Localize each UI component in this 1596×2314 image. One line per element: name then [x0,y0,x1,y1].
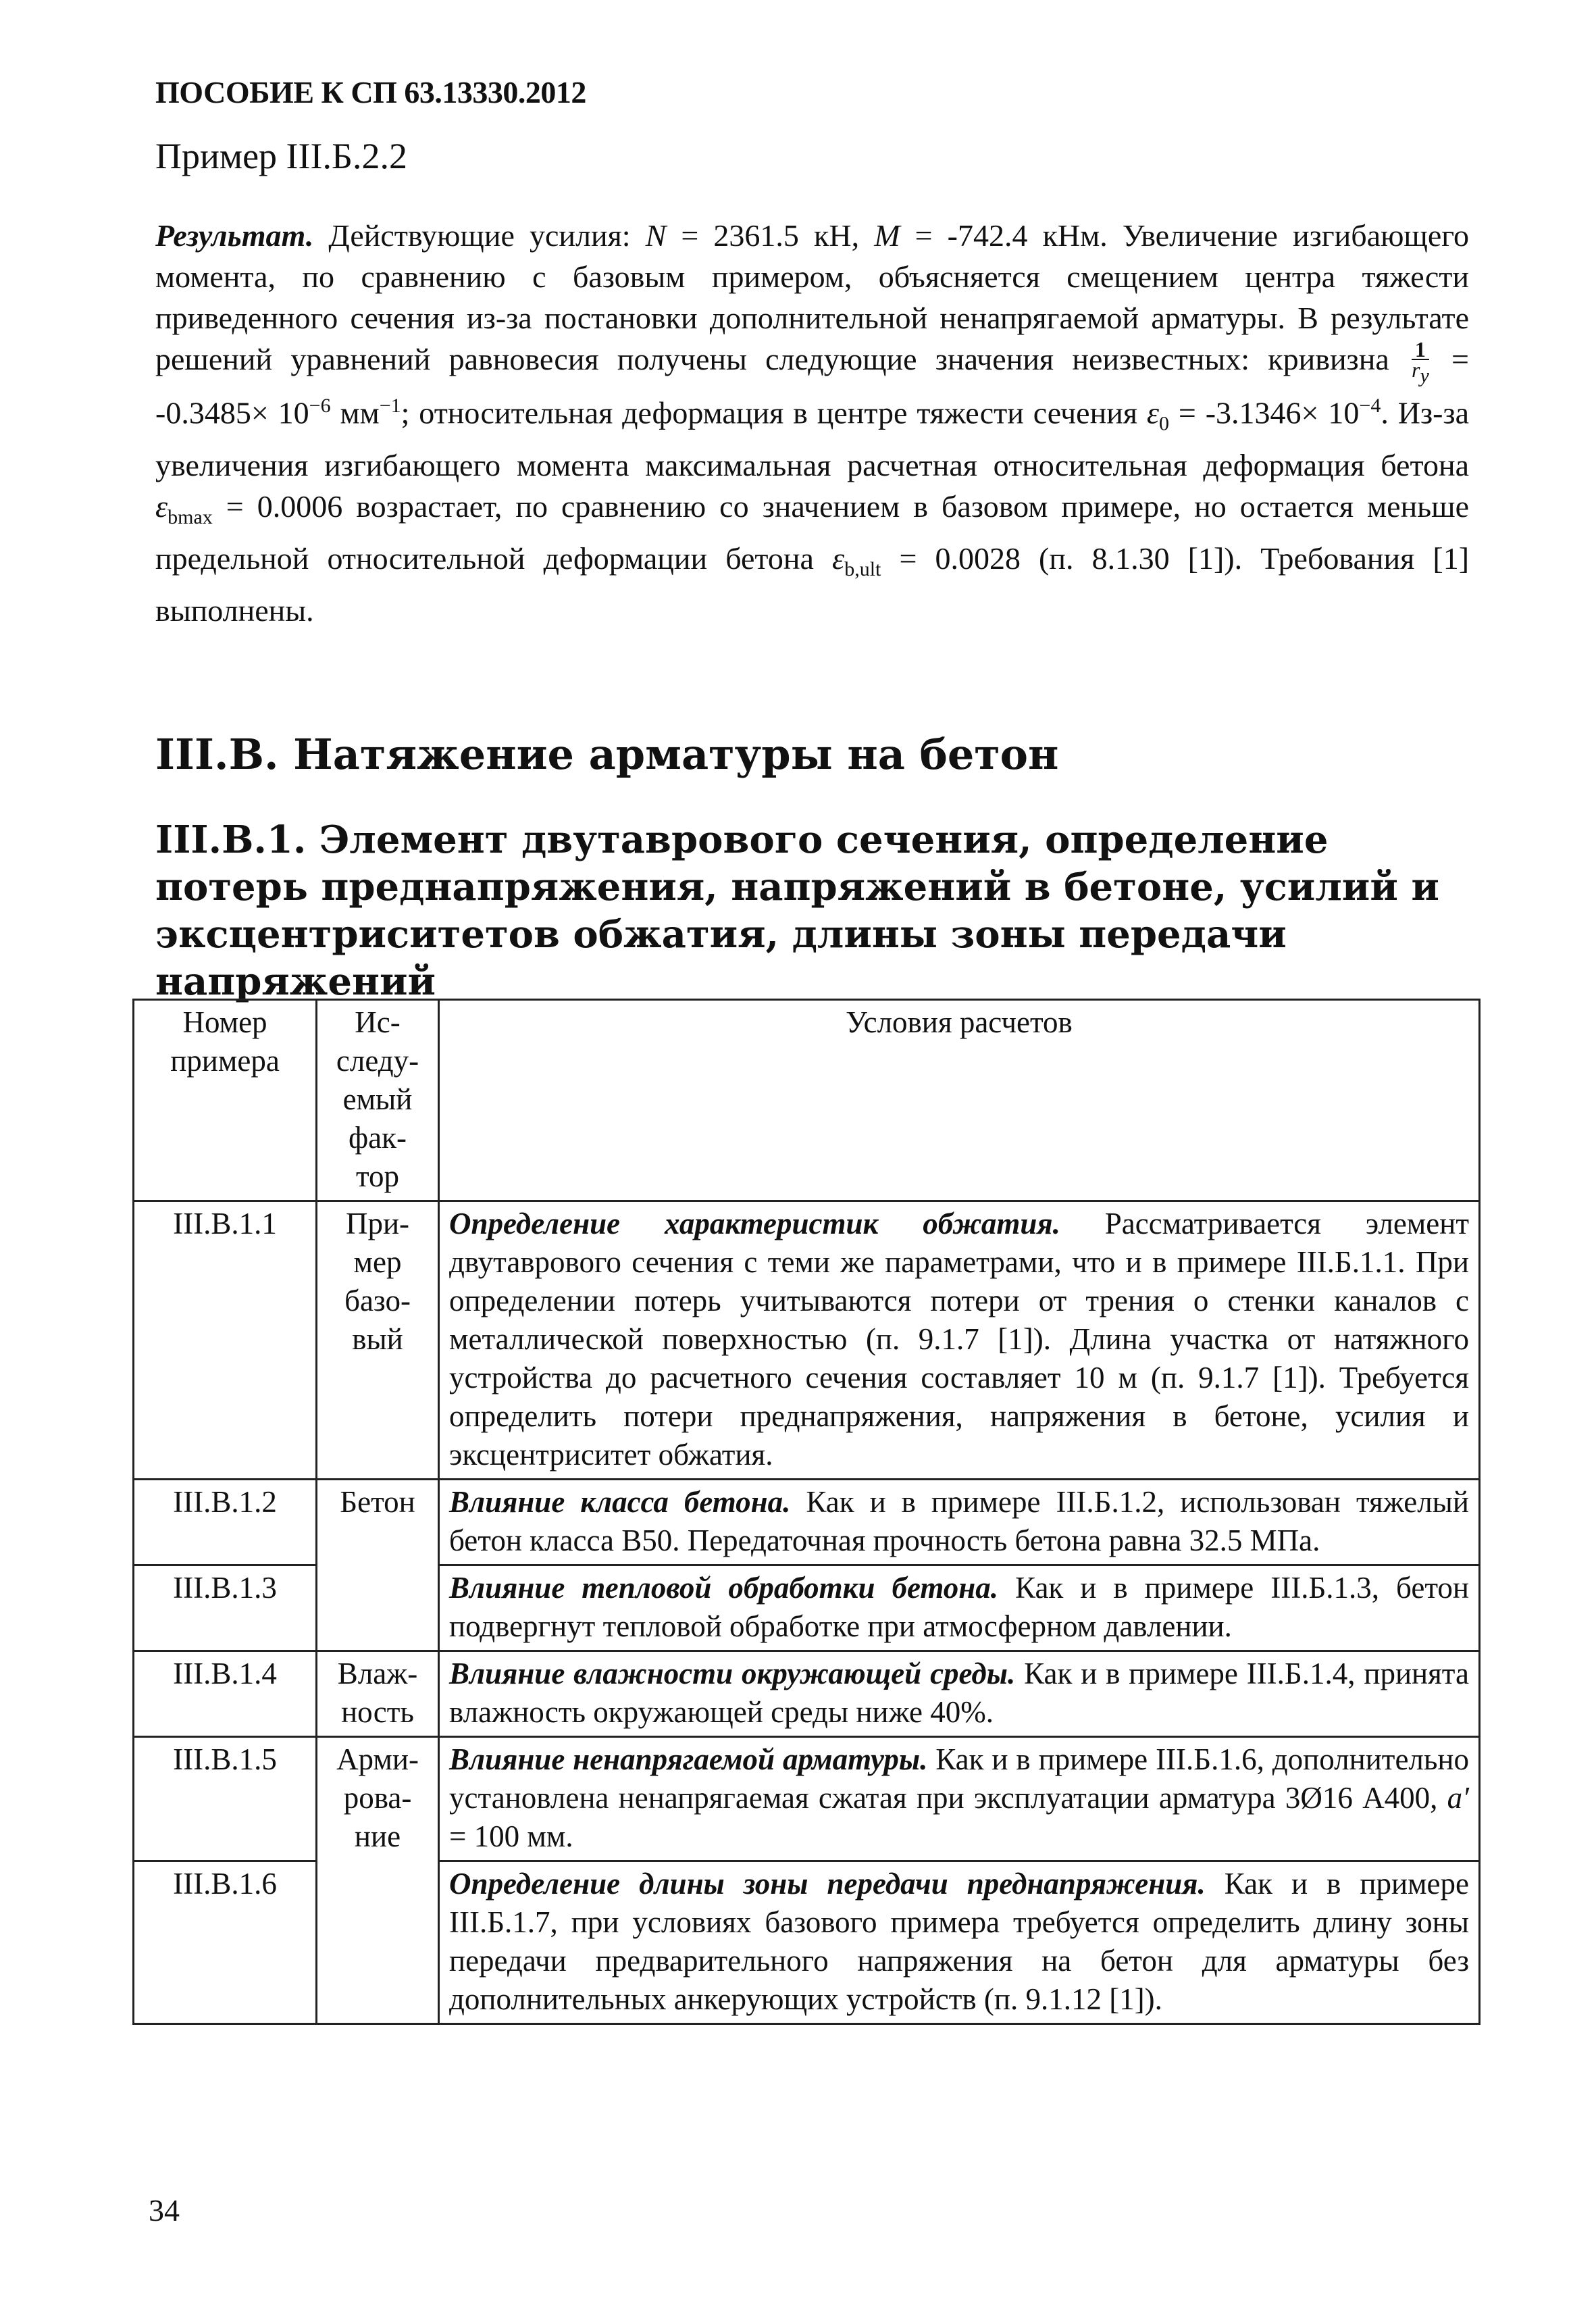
table-row [134,1651,1480,1737]
result-text: = 2361.5 кН, [666,218,875,253]
result-text: = 0.0028 (п. 8.1.30 [1]). Требования [1] выполнены. [155,540,1470,628]
factor-cell: При-мер базо-вый [317,1201,439,1480]
result-label: Результат. [155,218,314,253]
table-row [134,1737,1480,1861]
conditions-cell [439,1565,1480,1651]
table-row [134,1201,1480,1480]
curvature-fraction [1412,336,1429,387]
conditions-cell [439,1651,1480,1737]
result-text: = -742.4 кНм. Увеличение изгибающего момента, по сравнению с базовым примером, объясняется смещением центра тяжести приведенного сечения из-за постановки дополнительной ненапрягаемой арматуры. В результате решений уравнений равновесия получены следующие значения неизвестных: кривизна [155,218,1469,376]
result-text: = -0.3485× 10 [155,342,1469,430]
table-header-row [134,1000,1480,1201]
example-number-cell: III.В.1.5 [134,1737,317,1861]
condition-title: Влияние ненапрягаемой арматуры. [449,1742,928,1776]
example-title: Пример III.Б.2.2 [155,136,407,176]
table-row [134,1480,1480,1565]
condition-text: Как и в примере III.Б.1.6, дополнительно установлена ненапрягаемая сжатая при эксплуатации арматура 3Ø16 А400, [449,1742,1469,1815]
result-text: = 0.0006 возрастает, по сравнению со значением в базовом примере, но остается меньше предельной относительной деформации бетона [155,488,1469,576]
example-number-cell: III.В.1.4 [134,1651,317,1737]
condition-text: Как и в примере III.Б.1.7, при условиях базового примера требуется определить длину зоны передачи предварительного напряжения на бетон для арматуры без дополнительных анкерующих устройств (п. 9.1.12 [1]). [449,1867,1469,2016]
condition-title: Влияние класса бетона. [449,1485,791,1519]
condition-text: Как и в примере III.Б.1.2, использован тяжелый бетон класса В50. Передаточная прочность бетона равна 32.5 МПа. [449,1485,1469,1557]
ebmax-symbol: ε [155,488,168,524]
m-symbol: M [874,218,900,253]
subsection-heading: III.В.1. Элемент двутаврового сечения, определение потерь преднапряжения, напряжений в бетоне, усилий и эксцентриситетов обжатия, длины зоны передачи напряжений [155,818,1439,1004]
factor-cell: Бетон [317,1480,439,1651]
fraction-denominator [1412,357,1429,387]
a-prime-symbol: a′ [1447,1781,1469,1815]
fraction-den-subscript: y [1420,364,1429,387]
conditions-cell [439,1201,1480,1480]
header-example-number: Номер примера [134,1000,317,1201]
ebult-symbol: ε [832,540,845,576]
example-number-cell: III.В.1.6 [134,1861,317,2024]
conditions-cell [439,1480,1480,1565]
factor-cell: Влаж-ность [317,1651,439,1737]
n-symbol: N [645,218,667,253]
header-factor: Ис-следу-емый фак-тор [317,1000,439,1201]
ebult-subscript: b,ult [844,558,881,581]
condition-title: Влияние влажности окружающей среды. [449,1657,1016,1690]
exponent: −1 [379,395,401,418]
condition-text: Рассматривается элемент двутаврового сечения с теми же параметрами, что и в примере III.Б.1.1. При определении потерь учитываются потери от трения о стенки каналов с металлической поверхностью (п. 9.1.7 [1]). Длина участка от натяжного устройства до расчетного сечения составляет 10 м (п. 9.1.7 [1]). Требуется определить потери преднапряжения, напряжения в бетоне, усилия и эксцентриситет обжатия. [449,1207,1469,1472]
result-text: . Из-за увеличения изгибающего момента максимальная расчетная относительная деформация бетона [155,395,1470,482]
condition-title: Влияние тепловой обработки бетона. [449,1571,999,1605]
condition-text: = 100 мм. [449,1819,573,1853]
header-conditions: Условия расчетов [439,1000,1480,1201]
conditions-cell [439,1861,1480,2024]
section-heading: III.В. Натяжение арматуры на бетон [155,730,1059,779]
running-head: ПОСОБИЕ К СП 63.13330.2012 [155,75,586,109]
condition-text: Как и в примере III.Б.1.4, принята влажность окружающей среды ниже 40%. [449,1657,1469,1729]
result-text: = -3.1346× 10 [1169,395,1360,430]
condition-title: Определение длины зоны передачи преднапряжения. [449,1867,1206,1901]
fraction-den-symbol: r [1412,357,1420,382]
result-text: ; относительная деформация в центре тяжести сечения [401,395,1147,430]
eps0-subscript: 0 [1159,412,1170,435]
exponent: −4 [1359,395,1381,418]
example-number-cell: III.В.1.1 [134,1201,317,1480]
condition-text: Как и в примере III.Б.1.3, бетон подвергнут тепловой обработке при атмосферном давлении. [449,1571,1469,1643]
ebmax-subscript: bmax [168,505,213,528]
calculation-cases-table [132,999,1481,2025]
exponent: −6 [309,395,331,418]
result-text: мм [330,395,380,430]
example-number-cell: III.В.1.3 [134,1565,317,1651]
conditions-cell [439,1737,1480,1861]
condition-title: Определение характеристик обжатия. [449,1207,1060,1240]
result-paragraph [155,215,1469,631]
fraction-numerator: 1 [1412,340,1429,360]
example-number-cell: III.В.1.2 [134,1480,317,1565]
page-number: 34 [149,2193,180,2228]
factor-cell: Арми-рова-ние [317,1737,439,2024]
eps0-symbol: ε [1146,395,1160,430]
result-text: Действующие усилия: [313,218,646,253]
